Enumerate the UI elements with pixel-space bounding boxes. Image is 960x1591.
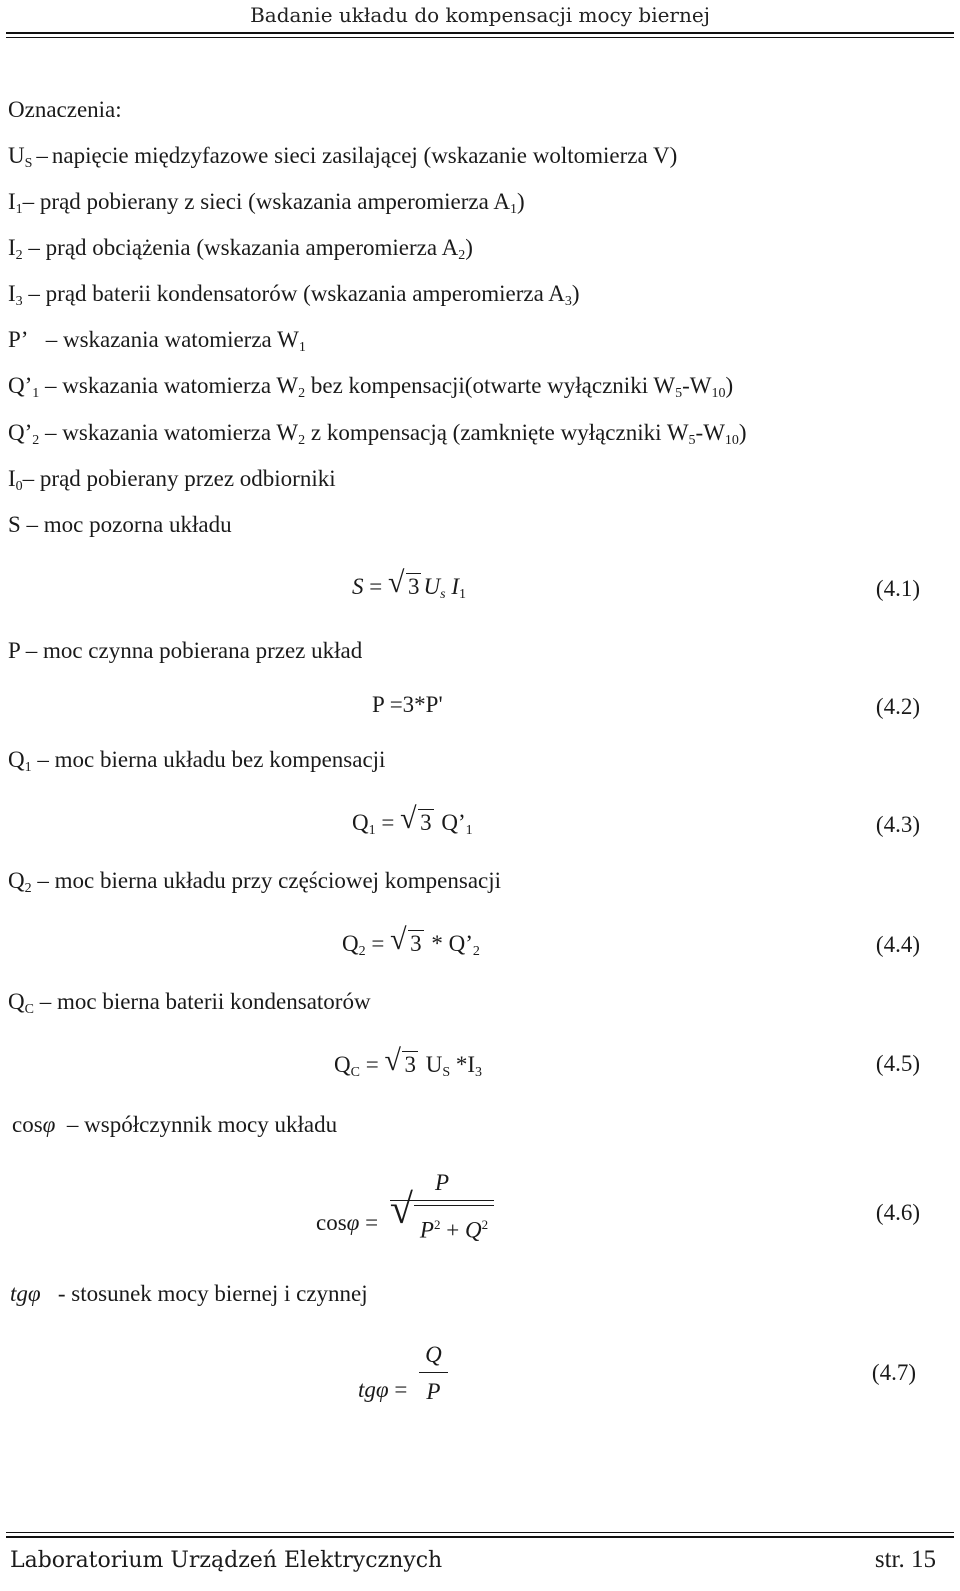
- def-qc: $Q_C$ – moc bierna baterii kondensatorów: [8, 989, 371, 1017]
- equation-4-7: tgφ = $\frac{Q}{P}$: [358, 1340, 448, 1407]
- def-p: P – moc czynna pobierana przez układ: [8, 638, 363, 663]
- def-i0: $I_0-$ prąd pobierany przez odbiorniki: [8, 466, 336, 494]
- eq-number-4-6: (4.6): [875, 1200, 920, 1225]
- def-us: $U_S$ – napięcie międzyfazowe sieci zasilającej (wskazanie woltomierza V): [8, 143, 678, 171]
- def-cos: cosφ – współczynnik mocy układu: [12, 1112, 338, 1137]
- def-q1-prime: $Q’_1$ – wskazania watomierza $W_2$ bez kompensacji(otwarte wyłączniki $W_5-W_{10}$): [8, 373, 734, 401]
- section-heading: Oznaczenia:: [8, 97, 122, 122]
- def-i2: $I_2$ – prąd obciążenia (wskazania amperomierza $A_2$): [8, 235, 473, 263]
- eq-number-4-1: (4.1): [875, 576, 920, 601]
- equation-4-5: $Q_C$ = √ 3 $U_S$ $*I_3$: [334, 1050, 482, 1088]
- def-s: S – moc pozorna układu: [8, 512, 232, 537]
- footer-course-name: Laboratorium Urządzeń Elektrycznych: [10, 1548, 443, 1573]
- header-rule: [6, 32, 954, 34]
- page-number: str. 15: [874, 1546, 936, 1573]
- def-i1: $I_1-$ prąd pobierany z sieci (wskazania amperomierza $A_1$): [8, 189, 525, 217]
- page-header: Badanie układu do kompensacji mocy biernej: [250, 3, 710, 27]
- footer-rule-thin: [6, 1532, 954, 1533]
- eq-number-4-3: (4.3): [875, 812, 920, 837]
- equation-4-1: S = √ 3 $U_s$ $I_1$: [352, 572, 466, 610]
- footer-rule: [6, 1536, 954, 1538]
- def-p-prime: P’ – wskazania watomierza $W_1$: [8, 327, 306, 355]
- equation-4-3: $Q_1$ = √ 3 $Q’_1$: [352, 808, 473, 846]
- header-rule-thin: [6, 37, 954, 38]
- eq-number-4-7: (4.7): [871, 1360, 916, 1385]
- def-tg: tgφ - stosunek mocy biernej i czynnej: [10, 1281, 368, 1306]
- eq-number-4-5: (4.5): [875, 1051, 920, 1076]
- def-q2-prime: $Q’_2$ – wskazania watomierza $W_2$ z kompensacją (zamknięte wyłączniki $W_5-W_{10}$): [8, 420, 747, 448]
- eq-number-4-4: (4.4): [875, 932, 920, 957]
- equation-4-4: $Q_2$ = √ $3 * Q’_2$: [342, 929, 480, 967]
- def-q1: $Q_1$ – moc bierna układu bez kompensacji: [8, 747, 386, 775]
- def-q2: $Q_2$ – moc bierna układu przy częściowej kompensacji: [8, 868, 502, 896]
- eq-number-4-2: (4.2): [875, 694, 920, 719]
- equation-4-6: cosφ = P √ $P^2 + Q^2$: [316, 1168, 494, 1246]
- def-i3: $I_3$ – prąd baterii kondensatorów (wskazania amperomierza $A_3$): [8, 281, 580, 309]
- equation-4-2: P =3*P': [372, 692, 443, 717]
